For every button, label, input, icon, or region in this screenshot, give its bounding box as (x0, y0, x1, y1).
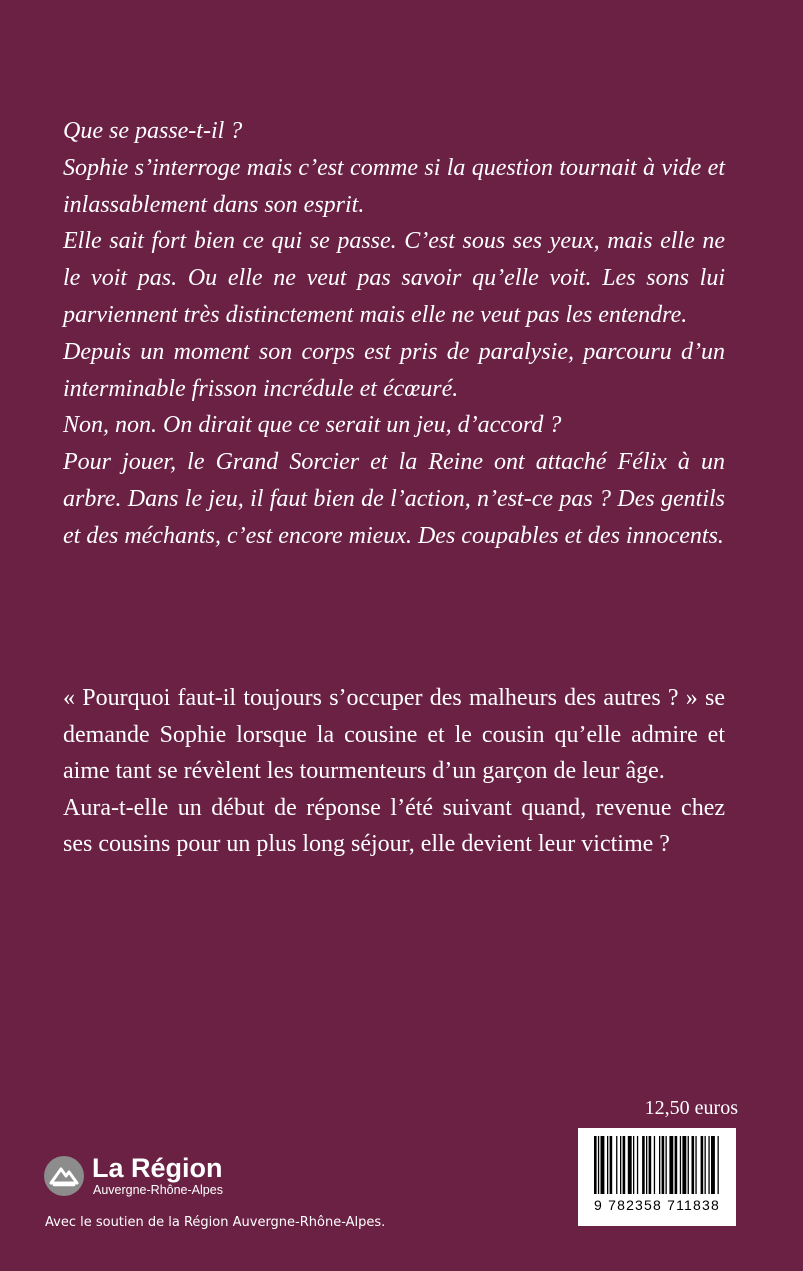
summary-paragraph: « Pourquoi faut-il toujours s’occuper des malheurs des autres ? » se demande Sophie lorsque la cousine et le cousin qu’elle admire et aime tant se révèlent les tourmenteurs d’un garçon de leur âge. (63, 685, 725, 784)
barcode-bar (708, 1136, 709, 1194)
back-cover-summary (63, 680, 725, 863)
logo-subtitle: Auvergne-Rhône-Alpes (93, 1183, 223, 1197)
barcode-bar (607, 1136, 608, 1194)
barcode-bar (711, 1136, 715, 1194)
barcode-bar (675, 1136, 678, 1194)
barcode-bar (659, 1136, 660, 1194)
barcode-bar (669, 1136, 673, 1194)
excerpt-paragraph: Sophie s’interroge mais c’est comme si la question tournait à vide et inlassablement dans son esprit. (63, 154, 725, 218)
barcode-bar (646, 1136, 647, 1194)
excerpt-paragraph: Elle sait fort bien ce qui se passe. C’est sous ses yeux, mais elle ne le voit pas. Ou elle ne veut pas savoir qu’elle voit. Les sons lui parviennent très distinctement mais elle ne veut pas les entendre. (63, 228, 725, 328)
barcode-bar (692, 1136, 695, 1194)
barcode-bar (623, 1136, 626, 1194)
barcode-bar (666, 1136, 667, 1194)
barcode-bar (682, 1136, 686, 1194)
barcode-bar (688, 1136, 689, 1194)
barcode-bar (680, 1136, 681, 1194)
barcode-bar (637, 1136, 638, 1194)
barcode-bar (654, 1136, 655, 1194)
mountain-logo-icon (44, 1156, 84, 1196)
barcode-bar (601, 1136, 605, 1194)
barcode-bar (610, 1136, 613, 1194)
excerpt-paragraph: Que se passe-t-il ? (63, 118, 243, 144)
price-label: 12,50 euros (644, 1097, 738, 1119)
barcode-bar (649, 1136, 652, 1194)
barcode-bar (594, 1136, 597, 1194)
barcode-bar (705, 1136, 706, 1194)
barcode-bar (616, 1136, 617, 1194)
barcode-bar (628, 1136, 632, 1194)
barcode-bar (598, 1136, 599, 1194)
barcode-bar (718, 1136, 719, 1194)
barcode-bar (701, 1136, 704, 1194)
barcode-bar (642, 1136, 645, 1194)
excerpt-paragraph: Non, non. On dirait que ce serait un jeu, d’accord ? (63, 412, 562, 439)
isbn-digits: 9 782358 711838 (594, 1197, 720, 1213)
barcode-bar (695, 1136, 696, 1194)
excerpt-paragraph: Pour jouer, le Grand Sorcier et la Reine ont attaché Félix à un arbre. Dans le jeu, il faut bien de l’action, n’est-ce pas ? Des gentils et des méchants, c’est encore mieux. Des coupables et des innocents. (63, 449, 725, 549)
barcode-bar (620, 1136, 621, 1194)
barcode-bar (662, 1136, 665, 1194)
logo-title: La Région (92, 1153, 223, 1183)
isbn-barcode (578, 1128, 736, 1226)
barcode-bar (633, 1136, 634, 1194)
excerpt-paragraph: Depuis un moment son corps est pris de paralysie, parcouru d’un interminable frisson incrédule et écœuré. (63, 338, 725, 402)
back-cover-excerpt (63, 113, 725, 555)
summary-paragraph: Aura-t-elle un début de réponse l’été suivant quand, revenue chez ses cousins pour un plus long séjour, elle devient leur victime ? (63, 794, 725, 857)
support-text: Avec le soutien de la Région Auvergne-Rhône-Alpes. (45, 1215, 386, 1230)
